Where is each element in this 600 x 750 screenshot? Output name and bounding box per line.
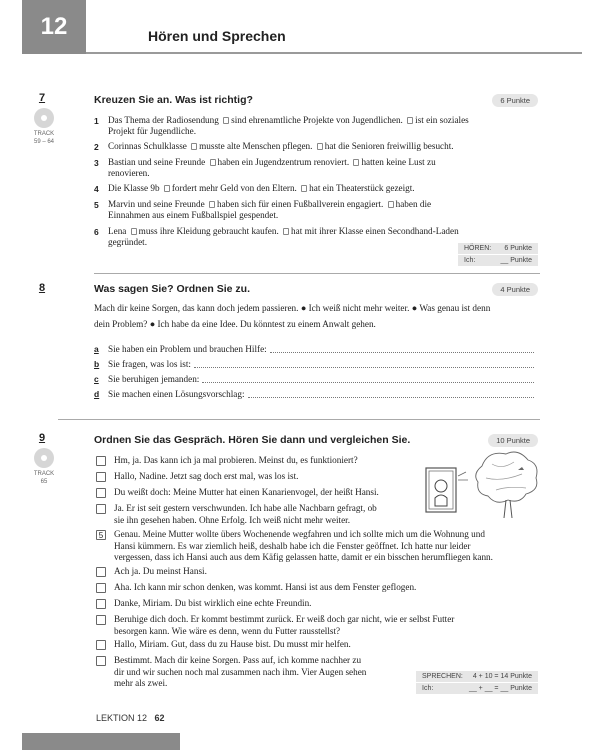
answer-checkbox[interactable] (131, 228, 137, 235)
ex8-answer-a[interactable]: a Sie haben ein Problem und brauchen Hilfe: (94, 344, 534, 355)
ex7-item-3-cont: renovieren. (108, 168, 150, 178)
ex8-answer-b[interactable]: b Sie fragen, was los ist: (94, 359, 534, 370)
answer-checkbox[interactable] (210, 159, 216, 166)
item-number: 3 (94, 158, 99, 168)
answer-checkbox[interactable] (301, 185, 307, 192)
cd-icon (34, 108, 54, 128)
exercise-8-title: Was sagen Sie? Ordnen Sie zu. (94, 283, 250, 295)
order-box[interactable] (96, 615, 106, 625)
ex8-answer-d[interactable]: d Sie machen einen Lösungsvorschlag: (94, 389, 534, 400)
ex7-item-5-cont: Einnahmen aus einem Fußballspiel gespendet. (108, 210, 279, 220)
item-number: 2 (94, 142, 99, 152)
answer-checkbox[interactable] (317, 143, 323, 150)
ex7-item-6: Lena muss ihre Kleidung gebraucht kaufen. hat mit ihrer Klasse einen Secondhand-Laden (108, 226, 459, 236)
exercise-7-points: 6 Punkte (492, 94, 538, 107)
answer-checkbox[interactable] (353, 159, 359, 166)
order-box[interactable] (96, 472, 106, 482)
cd-icon (34, 448, 54, 468)
answer-checkbox[interactable] (164, 185, 170, 192)
section-divider-short (58, 419, 94, 420)
header-rule (86, 52, 582, 54)
answer-checkbox[interactable] (191, 143, 197, 150)
exercise-7-number: 7 (38, 92, 46, 104)
answer-checkbox[interactable] (283, 228, 289, 235)
order-box[interactable] (96, 599, 106, 609)
exercise-9-number: 9 (38, 432, 46, 444)
window-bird-tree-illustration (422, 446, 542, 520)
order-box[interactable] (96, 456, 106, 466)
order-box-filled[interactable]: 5 (96, 530, 106, 540)
ex7-item-1: Das Thema der Radiosendung sind ehrenamtliche Projekte von Jugendlichen. ist ein soziales (108, 115, 469, 125)
ex7-item-5: Marvin und seine Freunde haben sich für einen Fußballverein engagiert. haben die (108, 199, 432, 209)
answer-checkbox[interactable] (407, 117, 413, 124)
item-number: 6 (94, 227, 99, 237)
item-number: 5 (94, 200, 99, 210)
ex7-item-3: Bastian und seine Freunde haben ein Jugendzentrum renoviert. hatten keine Lust zu (108, 157, 436, 167)
answer-checkbox[interactable] (388, 201, 394, 208)
exercise-7-title: Kreuzen Sie an. Was ist richtig? (94, 94, 253, 106)
answer-checkbox[interactable] (209, 201, 215, 208)
section-divider (94, 419, 540, 420)
item-number: 1 (94, 116, 99, 126)
score-box-sprechen: SPRECHEN: 4 + 10 = 14 Punkte Ich: __ + __ = __ Punkte (416, 671, 538, 694)
order-box[interactable] (96, 567, 106, 577)
score-box-hoeren: HÖREN: 6 Punkte Ich: __ Punkte (458, 243, 538, 266)
footer-bar (22, 733, 180, 750)
page-footer: LEKTION 12 62 (96, 713, 165, 723)
order-box[interactable] (96, 656, 106, 666)
ex7-item-1-cont: Projekt für Jugendliche. (108, 126, 197, 136)
order-box[interactable] (96, 640, 106, 650)
item-number: 4 (94, 184, 99, 194)
exercise-8-points: 4 Punkte (492, 283, 538, 296)
exercise-8-number: 8 (38, 282, 46, 294)
ex8-answer-c[interactable]: c Sie beruhigen jemanden: (94, 374, 534, 385)
exercise-9-points: 10 Punkte (488, 434, 538, 447)
section-divider (94, 273, 540, 274)
ex7-item-4: Die Klasse 9b fordert mehr Geld von den Eltern. hat ein Theaterstück gezeigt. (108, 183, 415, 193)
order-box[interactable] (96, 504, 106, 514)
ex8-phrases-line-2: dein Problem? ● Ich habe da eine Idee. Du könntest zu einem Anwalt gehen. (94, 319, 376, 329)
exercise-7-track: TRACK 59 – 64 (33, 131, 55, 145)
order-box[interactable] (96, 488, 106, 498)
page-title: Hören und Sprechen (148, 28, 286, 44)
order-box[interactable] (96, 583, 106, 593)
ex8-phrases-line-1: Mach dir keine Sorgen, das kann doch jedem passieren. ● Ich weiß nicht mehr weiter. ● Was genau ist denn (94, 303, 491, 313)
exercise-9-title: Ordnen Sie das Gespräch. Hören Sie dann und vergleichen Sie. (94, 434, 411, 446)
answer-checkbox[interactable] (223, 117, 229, 124)
exercise-9-track: TRACK 65 (33, 471, 55, 485)
ex7-item-2: Corinnas Schulklasse musste alte Menschen pflegen. hat die Senioren freiwillig besucht. (108, 141, 454, 151)
chapter-number: 12 (22, 0, 86, 54)
ex7-item-6-cont: gegründet. (108, 237, 148, 247)
